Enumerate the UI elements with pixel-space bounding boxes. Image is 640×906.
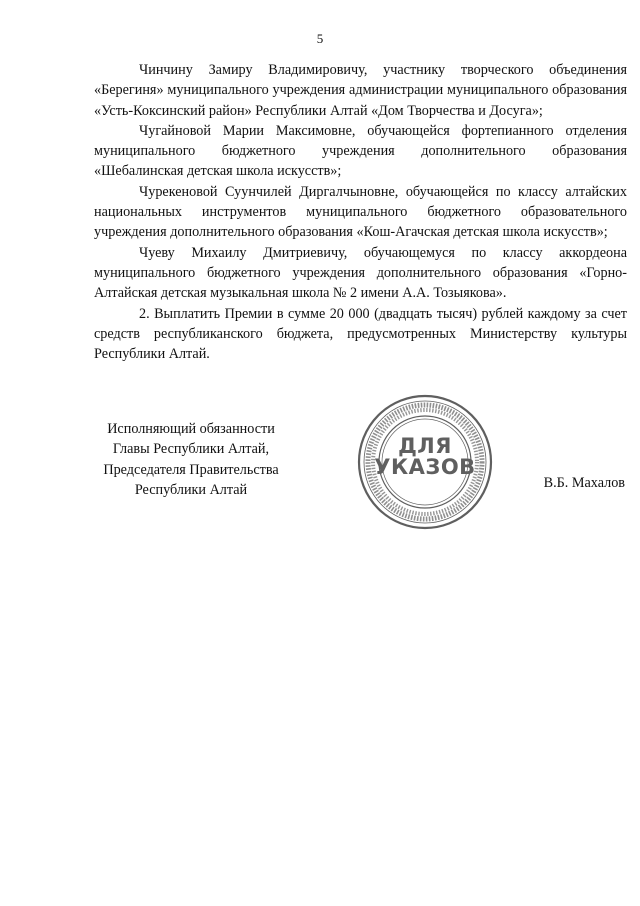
official-seal [355, 392, 495, 532]
signatory-position [92, 419, 290, 500]
signatory-name: В.Б. Махалов [543, 475, 625, 491]
signatory-position-line: Республики Алтай [134, 481, 248, 498]
signatory-position-line: Председателя Правительства [103, 461, 279, 478]
award-recipient-chuev: Чуеву Михаилу Дмитриевичу, обучающемуся по классу аккордеона муниципального бюджетного учреждения дополнительного образования «Горно-Алтайская детская музыкальная школа № 2 имени А.А. Тозыякова». [94, 244, 627, 302]
payment-clause: 2. Выплатить Премии в сумме 20 000 (двадцать тысяч) рублей каждому за счет средств республиканского бюджета, предусмотренных Министерству культуры Республики Алтай. [94, 305, 627, 363]
signatory-position-line: Главы Республики Алтай, [112, 441, 270, 458]
award-recipient-churekenova: Чурекеновой Суунчилей Диргалчыновне, обучающейся по классу алтайских национальных инструментов муниципального бюджетного образовательного учреждения дополнительного образования «Кош-Агачская детская школа искусств»; [94, 183, 627, 241]
document-body [94, 60, 627, 364]
award-recipient-chugainova: Чугайновой Марии Максимовне, обучающейся фортепианного отделения муниципального бюджетного учреждения дополнительного образования «Шебалинская детская школа искусств»; [94, 122, 627, 180]
page-number: 5 [316, 31, 324, 46]
seal-word-line2: УКАЗОВ [374, 455, 476, 479]
award-recipient-chinchin: Чинчину Замиру Владимировичу, участнику творческого объединения «Берегиня» муниципального учреждения администрации муниципального образования «Усть-Коксинский район» Республики Алтай «Дом Творчества и Досуга»; [94, 62, 627, 119]
signatory-position-line: Исполняющий обязанности [107, 421, 275, 437]
seal-word-line1: ДЛЯ [398, 434, 452, 458]
